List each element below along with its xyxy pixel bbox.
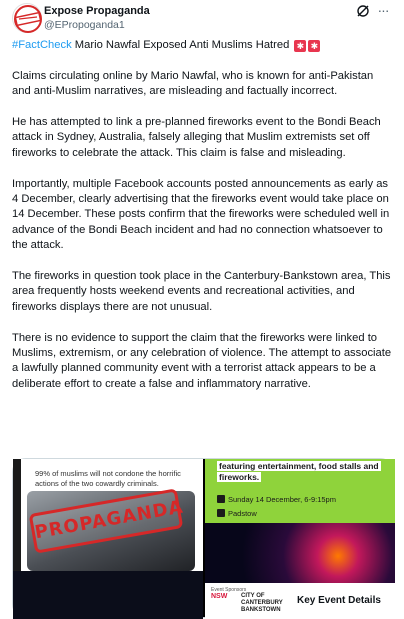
post-body xyxy=(12,38,394,408)
headline-line: fireworks. xyxy=(219,472,260,482)
display-name[interactable]: Expose Propaganda xyxy=(44,5,150,17)
propaganda-stamp-icon xyxy=(13,4,43,34)
key-event-heading: Key Event Details xyxy=(297,595,381,606)
post-header xyxy=(0,0,404,40)
user-handle[interactable]: @EPropoganda1 xyxy=(44,19,125,31)
fireworks-image xyxy=(205,523,395,583)
paragraph: He has attempted to link a pre-planned fireworks event to the Bondi Beach attack in Sydney, Australia, falsely alleging that Muslim extremists set off fireworks to celebrate the attack. This claim is false and misleading. xyxy=(12,116,381,159)
headline-line: featuring entertainment, food stalls and xyxy=(219,461,379,471)
media-grid[interactable] xyxy=(12,458,394,618)
hashtag-link[interactable]: #FactCheck xyxy=(12,39,72,51)
event-location xyxy=(217,509,257,518)
media-image-right[interactable] xyxy=(205,459,395,619)
propaganda-stamp: PROPAGANDA xyxy=(29,488,184,553)
quote-text: 99% of muslims will not condone the horrific actions of the two cowardly criminals. xyxy=(35,469,181,488)
sponsor-label: Event Sponsors xyxy=(211,587,247,593)
post-title xyxy=(12,38,394,53)
flag-icon: ✱ xyxy=(294,40,306,52)
event-date xyxy=(217,495,336,504)
flag-icon: ✱ xyxy=(308,40,320,52)
calendar-icon xyxy=(217,495,225,503)
location-pin-icon xyxy=(217,509,225,517)
fireworks-image xyxy=(13,571,203,619)
event-location-text: Padstow xyxy=(228,509,257,518)
nsw-logo: NSW xyxy=(211,593,228,600)
title-text: Mario Nawfal Exposed Anti Muslims Hatred xyxy=(71,39,290,51)
grok-slash-icon[interactable] xyxy=(356,4,370,18)
sponsor-strip xyxy=(205,583,395,619)
paragraph: The fireworks in question took place in the Canterbury-Bankstown area, This area frequently hosts weekend events and recreational activities, and fireworks displays there are not unusual. xyxy=(12,270,391,313)
more-dots-icon[interactable]: ··· xyxy=(377,2,389,18)
paragraph: Claims circulating online by Mario Nawfal, who is known for anti-Pakistan and anti-Muslim narratives, are misleading and factually incorrect. xyxy=(12,69,374,98)
event-date-text: Sunday 14 December, 6-9:15pm xyxy=(228,495,336,504)
event-headline xyxy=(217,461,387,483)
paragraph: Importantly, multiple Facebook accounts posted announcements as early as 4 December, clearly advertising that the fireworks event would take place on 14 December. These posts confirm that the fireworks were scheduled well in advance of the Bondi Beach incident and had no connection whatsoever to the attack. xyxy=(12,177,390,252)
media-image-left[interactable] xyxy=(13,459,203,619)
avatar[interactable] xyxy=(12,3,42,33)
paragraph: There is no evidence to support the claim that the fireworks were linked to Muslims, extremism, or any celebration of violence. The attempt to associate a lawfully planned community event with a terrorist attack appears to be a deliberate effort to create a false and inflammatory narrative. xyxy=(12,331,392,390)
council-logo: CITY OF CANTERBURY BANKSTOWN xyxy=(241,593,283,613)
